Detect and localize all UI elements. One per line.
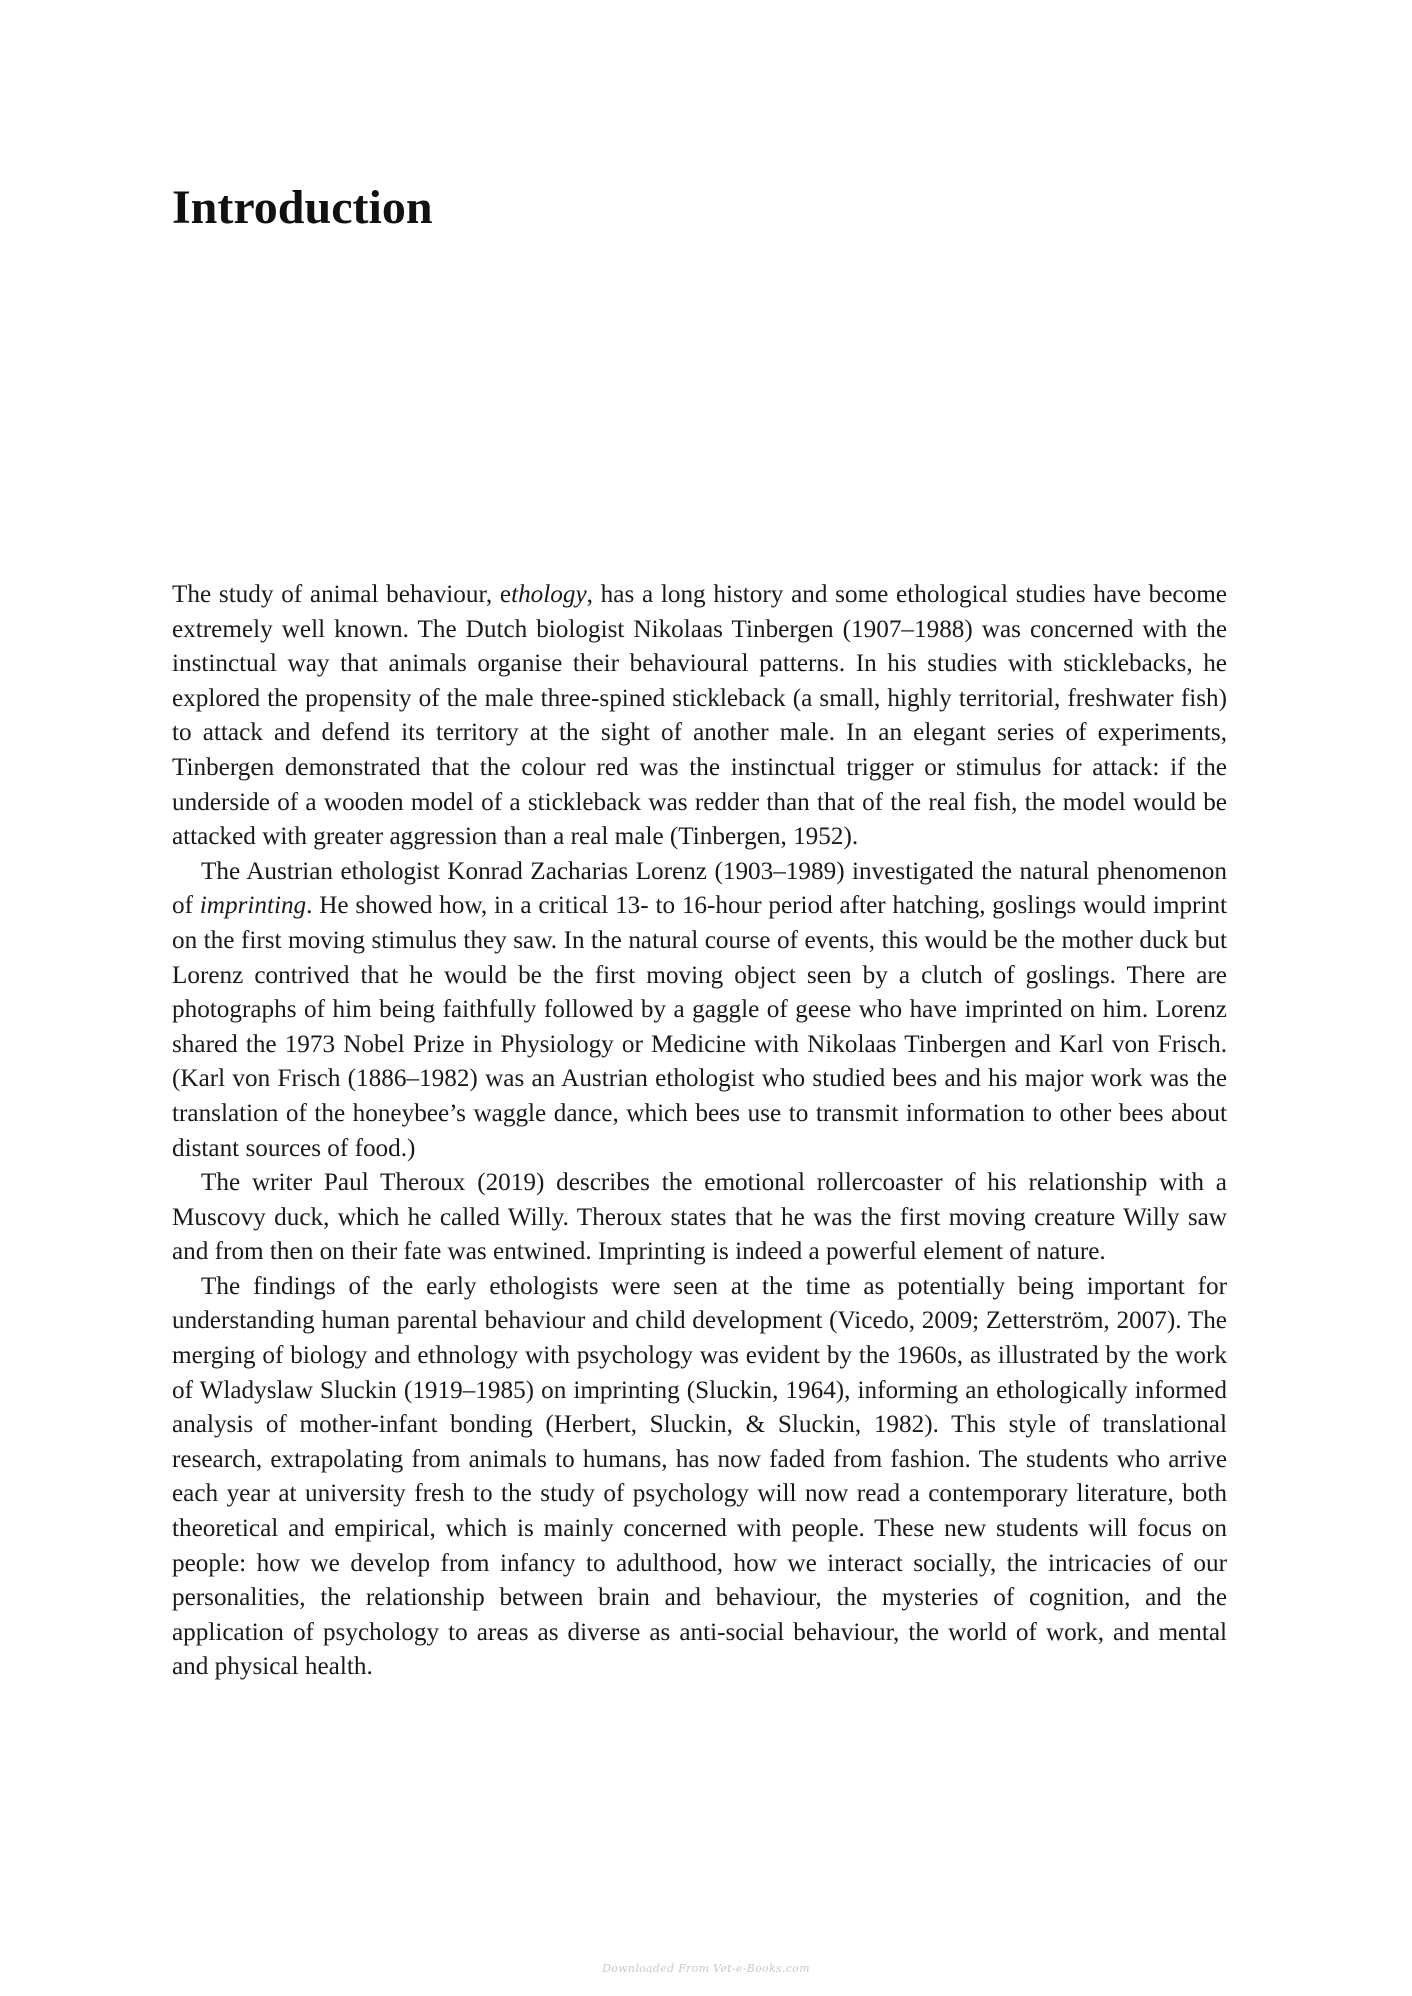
text-run: , has a long history and some ethological studies have become extremely well known. The Dutch biologist Nikolaas Tinbergen (1907–1988) was concerned with the instinctual way that animals organise their behavioural patterns. In his studies with sticklebacks, he explored the propensity of the male three-spined stickleback (a small, highly territorial, freshwater fish) to attack and defend its territory at the sight of another male. In an elegant series of experiments, Tinbergen demonstrated that the colour red was the instinctual trigger or stimulus for attack: if the underside of a wooden model of a stickleback was redder than that of the real fish, the model would be attacked with greater aggression than a real male (Tinbergen, 1952). xyxy=(172,581,1227,851)
italic-term: thology xyxy=(511,581,587,608)
paragraph xyxy=(172,1270,1227,1685)
text-run: The writer Paul Theroux (2019) describes the emotional rollercoaster of his relationship with a Muscovy duck, which he called Willy. Theroux states that he was the first moving creature Willy saw and from then on their fate was entwined. Imprinting is indeed a powerful element of nature. xyxy=(172,1169,1227,1266)
italic-term: imprinting xyxy=(199,892,307,920)
text-run: The Austrian ethologist Konrad Zacharias Lorenz (1903–1989) investigated the natural phenomenon of xyxy=(172,857,1227,920)
text-run: The study of animal behaviour, e xyxy=(172,581,512,608)
download-watermark: Downloaded From Vet-e-Books.com xyxy=(602,1962,810,1975)
text-run: The findings of the early ethologists were seen at the time as potentially being important for understanding human parental behaviour and child development (Vicedo, 2009; Zetterström, 2007). The merging of biology and ethnology with psychology was evident by the 1960s, as illustrated by the work of Wladyslaw Sluckin (1919–1985) on imprinting (Sluckin, 1964), informing an ethologically informed analysis of mother-infant bonding (Herbert, Sluckin, & Sluckin, 1982). This style of translational research, extrapolating from animals to humans, has now faded from fashion. The students who arrive each year at university fresh to the study of psychology will now read a contemporary literature, both theoretical and empirical, which is mainly concerned with people. These new students will focus on people: how we develop from infancy to adulthood, how we interact socially, the intricacies of our personalities, the relationship between brain and behaviour, the mysteries of cognition, and the application of psychology to areas as diverse as anti-social behaviour, the world of work, and mental and physical health. xyxy=(172,1272,1227,1681)
paragraph xyxy=(172,578,1227,855)
paragraph xyxy=(172,1166,1227,1270)
text-run: . He showed how, in a critical 13- to 16-hour period after hatching, goslings would imprint on the first moving stimulus they saw. In the natural course of events, this would be the mother duck but Lorenz contrived that he would be the first moving object seen by a clutch of goslings. There are photographs of him being faithfully followed by a gaggle of geese who have imprinted on him. Lorenz shared the 1973 Nobel Prize in Physiology or Medicine with Nikolaas Tinbergen and Karl von Frisch. (Karl von Frisch (1886–1982) was an Austrian ethologist who studied bees and his major work was the translation of the honeybee’s waggle dance, which bees use to transmit information to other bees about distant sources of food.) xyxy=(172,892,1227,1162)
body-text xyxy=(172,578,1227,1685)
paragraph xyxy=(172,855,1227,1166)
chapter-title: Introduction xyxy=(172,181,433,234)
